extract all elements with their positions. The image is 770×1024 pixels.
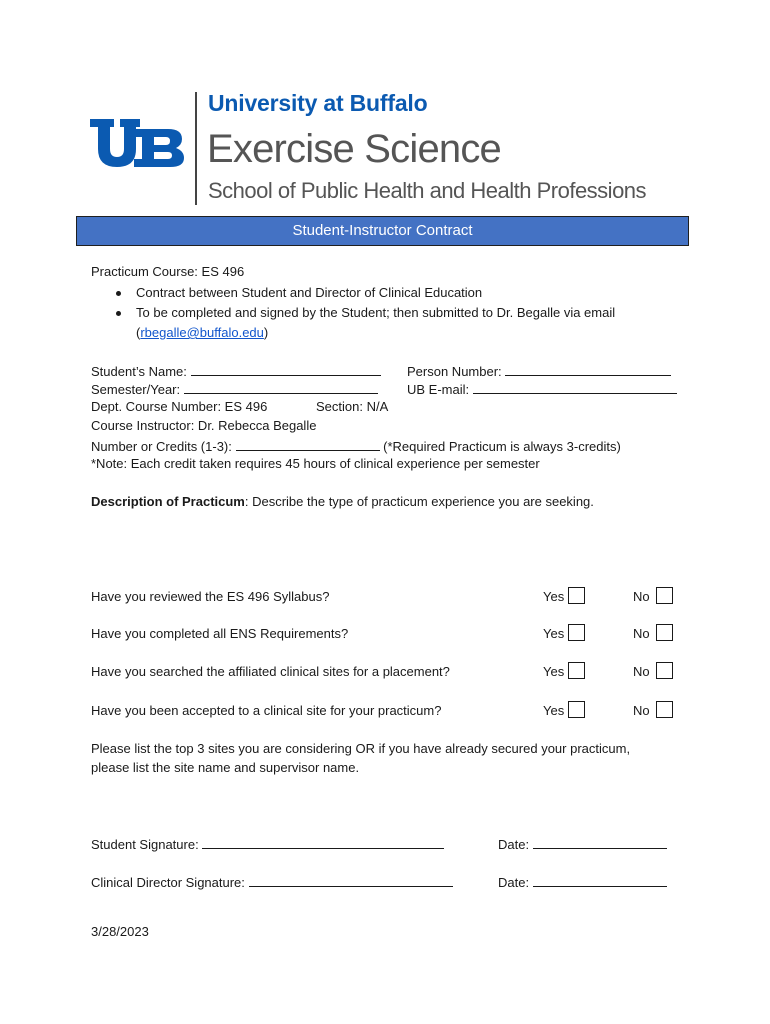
ens-yes-checkbox[interactable] [568,624,585,641]
question-accepted: Have you been accepted to a clinical site for your practicum? [91,703,442,718]
student-signature-field[interactable] [202,835,444,849]
question-syllabus: Have you reviewed the ES 496 Syllabus? [91,589,330,604]
email-line: (rbegalle@buffalo.edu) [136,325,269,340]
bullet-text: To be completed and signed by the Student; then submitted to Dr. Begalle via email [136,305,616,320]
sites-no-checkbox[interactable] [656,662,673,679]
question-ens: Have you completed all ENS Requirements? [91,626,349,641]
syllabus-yes-checkbox[interactable] [568,587,585,604]
semester-row: Semester/Year: [91,380,378,397]
sites-prompt-line2: please list the site name and supervisor name. [91,760,360,775]
accepted-no-checkbox[interactable] [656,701,673,718]
bullet-text: Contract between Student and Director of Clinical Education [136,285,483,300]
no-label: No [633,589,650,604]
dept-course-number: Dept. Course Number: ES 496 [91,399,268,414]
yes-label: Yes [543,664,565,679]
bullet-icon [116,311,121,316]
question-sites-searched: Have you searched the affiliated clinical sites for a placement? [91,664,450,679]
sites-yes-checkbox[interactable] [568,662,585,679]
student-name-row: Student’s Name: [91,362,381,379]
no-label: No [633,664,650,679]
credits-row: Number or Credits (1-3): (*Required Practicum is always 3-credits) [91,439,621,454]
form-title: Student-Instructor Contract [292,222,473,239]
university-name: University at Buffalo [208,90,428,116]
credits-field[interactable] [236,437,380,451]
sites-prompt-line1: Please list the top 3 sites you are considering OR if you have already secured your practicum, [91,741,631,756]
student-date-field[interactable] [533,835,667,849]
student-date-row: Date: [498,835,667,852]
course-line: Practicum Course: ES 496 [91,264,245,279]
director-signature-field[interactable] [249,873,453,887]
yes-label: Yes [543,703,565,718]
email-link[interactable]: rbegalle@buffalo.edu [140,325,264,340]
ub-logo-icon [90,119,184,167]
ub-email-field[interactable] [473,380,677,394]
accepted-yes-checkbox[interactable] [568,701,585,718]
syllabus-no-checkbox[interactable] [656,587,673,604]
yes-label: Yes [543,589,565,604]
no-label: No [633,703,650,718]
ens-no-checkbox[interactable] [656,624,673,641]
header-divider [195,92,197,205]
student-name-field[interactable] [191,362,381,376]
form-title-bar [76,216,689,246]
description-prompt: Description of Practicum: Describe the type of practicum experience you are seeking. [91,494,594,509]
credit-hours-note: *Note: Each credit taken requires 45 hours of clinical experience per semester [91,456,540,471]
course-instructor: Course Instructor: Dr. Rebecca Begalle [91,418,317,433]
footer-date: 3/28/2023 [91,924,149,939]
section: Section: N/A [316,399,389,414]
person-number-field[interactable] [505,362,671,376]
ub-email-row: UB E-mail: [407,380,677,397]
no-label: No [633,626,650,641]
person-number-row: Person Number: [407,362,671,379]
semester-year-field[interactable] [184,380,378,394]
school-name: School of Public Health and Health Professions [208,178,647,203]
student-signature-row: Student Signature: [91,835,444,852]
director-date-field[interactable] [533,873,667,887]
bullet-icon [116,291,121,296]
department-name: Exercise Science [207,127,501,171]
director-date-row: Date: [498,873,667,890]
director-signature-row: Clinical Director Signature: [91,873,453,890]
yes-label: Yes [543,626,565,641]
